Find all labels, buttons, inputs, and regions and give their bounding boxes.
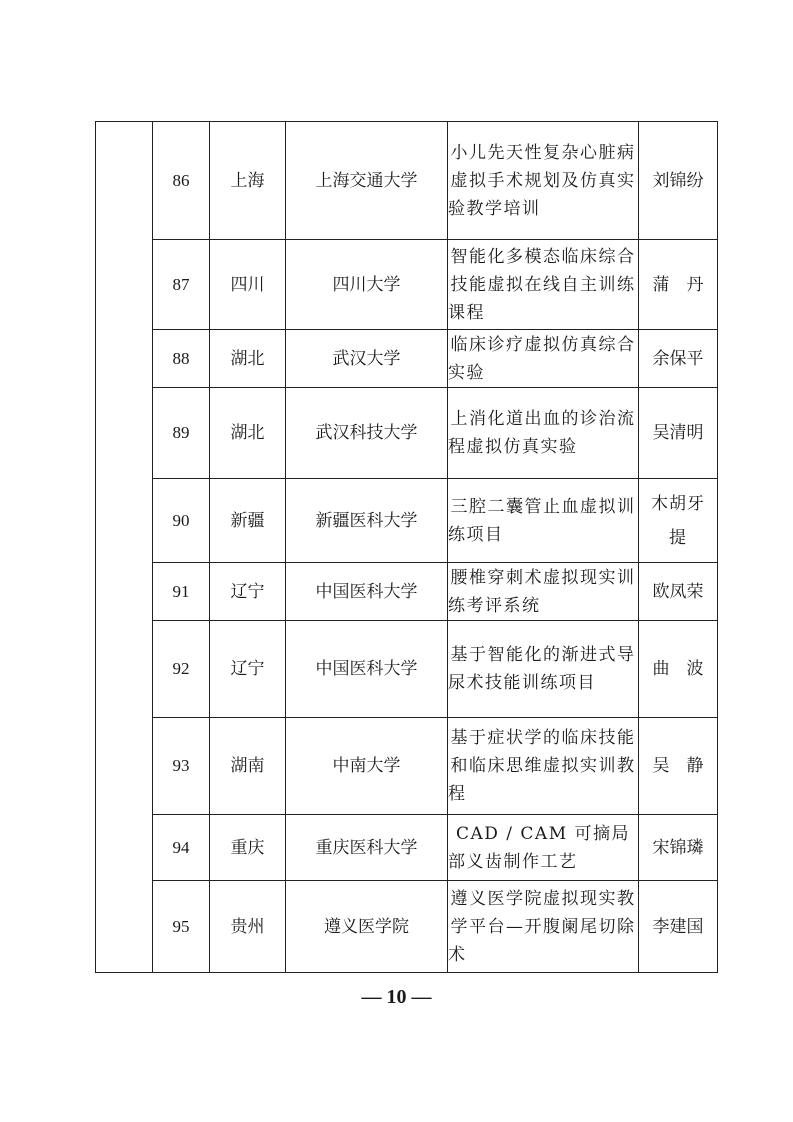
person-name: 木胡牙提 (651, 493, 705, 548)
table-row (96, 718, 718, 815)
row-number: 89 (153, 388, 210, 479)
province-cell: 四川 (210, 240, 286, 330)
project-cell: 腰椎穿刺术虚拟现实训练考评系统 (448, 563, 639, 621)
province-cell: 重庆 (210, 815, 286, 881)
province-cell: 贵州 (210, 881, 286, 973)
school-cell: 武汉科技大学 (286, 388, 448, 479)
table-row (96, 388, 718, 479)
page-number: — 10 — (361, 986, 432, 1008)
projects-table (95, 121, 718, 973)
province-cell: 辽宁 (210, 563, 286, 621)
row-number: 93 (153, 718, 210, 815)
project-cell: 智能化多模态临床综合技能虚拟在线自主训练课程 (448, 240, 639, 330)
project-cell: CAD / CAM 可摘局部义齿制作工艺 (448, 815, 639, 881)
school-cell: 新疆医科大学 (286, 479, 448, 563)
table-row (96, 621, 718, 718)
row-number: 90 (153, 479, 210, 563)
school-cell: 武汉大学 (286, 330, 448, 388)
table-row (96, 881, 718, 973)
school-cell: 遵义医学院 (286, 881, 448, 973)
project-cell: 小儿先天性复杂心脏病虚拟手术规划及仿真实验教学培训 (448, 122, 639, 240)
table-row (96, 479, 718, 563)
category-cell (96, 122, 153, 973)
project-cell: 上消化道出血的诊治流程虚拟仿真实验 (448, 388, 639, 479)
person-cell: 李建国 (639, 881, 718, 973)
project-cell: 遵义医学院虚拟现实教学平台—开腹阑尾切除术 (448, 881, 639, 973)
province-cell: 新疆 (210, 479, 286, 563)
school-cell: 中南大学 (286, 718, 448, 815)
row-number: 88 (153, 330, 210, 388)
person-cell: 刘锦纷 (639, 122, 718, 240)
school-cell: 重庆医科大学 (286, 815, 448, 881)
table-row (96, 122, 718, 240)
province-cell: 湖北 (210, 330, 286, 388)
person-cell (639, 479, 718, 563)
row-number: 92 (153, 621, 210, 718)
row-number: 87 (153, 240, 210, 330)
province-cell: 辽宁 (210, 621, 286, 718)
table-row (96, 815, 718, 881)
row-number: 95 (153, 881, 210, 973)
person-cell: 蒲 丹 (639, 240, 718, 330)
province-cell: 湖北 (210, 388, 286, 479)
row-number: 86 (153, 122, 210, 240)
project-cell: 三腔二囊管止血虚拟训练项目 (448, 479, 639, 563)
province-cell: 湖南 (210, 718, 286, 815)
person-cell: 曲 波 (639, 621, 718, 718)
person-cell: 吴 静 (639, 718, 718, 815)
project-cell: 临床诊疗虚拟仿真综合实验 (448, 330, 639, 388)
person-cell: 余保平 (639, 330, 718, 388)
table-row (96, 240, 718, 330)
table-row (96, 563, 718, 621)
school-cell: 四川大学 (286, 240, 448, 330)
project-cell: 基于智能化的渐进式导尿术技能训练项目 (448, 621, 639, 718)
person-cell: 吴清明 (639, 388, 718, 479)
school-cell: 中国医科大学 (286, 621, 448, 718)
table-row (96, 330, 718, 388)
school-cell: 上海交通大学 (286, 122, 448, 240)
project-cell: 基于症状学的临床技能和临床思维虚拟实训教程 (448, 718, 639, 815)
person-cell: 欧凤荣 (639, 563, 718, 621)
school-cell: 中国医科大学 (286, 563, 448, 621)
person-cell: 宋锦璘 (639, 815, 718, 881)
row-number: 94 (153, 815, 210, 881)
province-cell: 上海 (210, 122, 286, 240)
row-number: 91 (153, 563, 210, 621)
